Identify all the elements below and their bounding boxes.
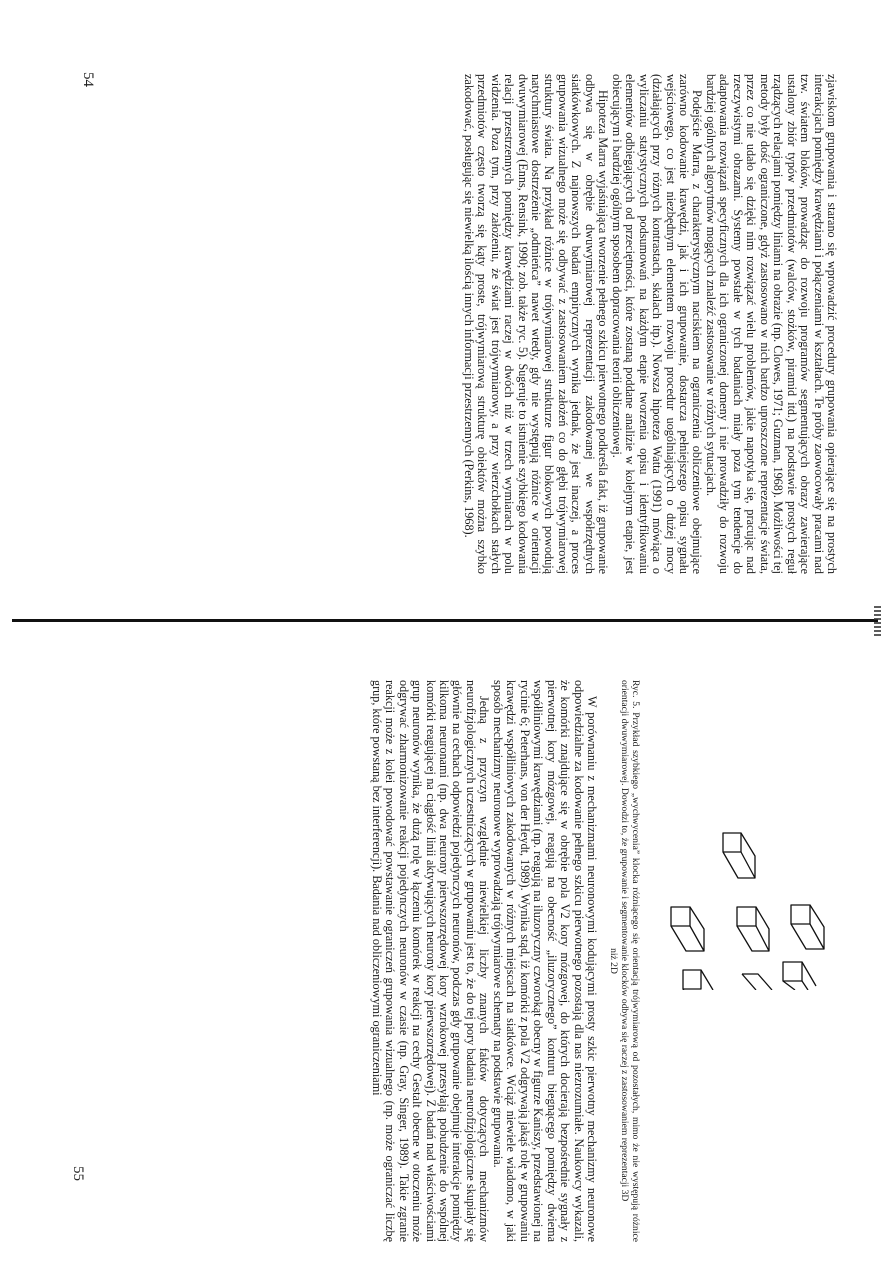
figure-caption — [595, 680, 641, 1242]
block-icon — [783, 962, 816, 990]
odd-block-icon — [742, 974, 772, 990]
page-number-55: 55 — [70, 1166, 86, 1181]
paragraph: Hipoteza Marra wyjaśniająca tworzenie pełnego szkicu pierwotnego podkreśla fakt, iż grupowanie odbywa się w obrębie dwuwymiarowej reprezentacji zakodowanej we współrzędnych siatkówkowych. Z najnowszych badań empirycznych wynika jednak, że jest inaczej, a proces grupowania wizualnego może się odbywać z zastosowaniem założeń co do głębi trójwymiarowej struktury świata. Na przykład różnice w trójwymiarowej strukturze figur blokowych powodują natychmiastowe dostrzeżenie „odmieńca” nawet wtedy, gdy nie występują różnice w orientacji dwuwymiarowej (Enns, Rensink, 1990; zob. także ryc. 5). Sugeruje to istnienie szybkiego kodowania relacji przestrzennych pomiędzy krawędziami raczej w dwóch niż w trzech wymiarach w polu widzenia. Poza tym, przy założeniu, że świat jest trójwymiarowy, a przy wierzchołkach stałych przedmiotów często tworzą się kąty proste, trójwymiarową strukturę obiektów można szybko zakodować, posługując się niewielką ilością innych informacji przestrzennych (Perkins, 1968). — [461, 74, 611, 574]
page-divider — [12, 619, 878, 622]
caption-text: Ryc. 5. Przykład szybkiego „wychwycenia” klocka różniącego się orientacją trójwymiarową od pozostałych, mimo że nie występują różnice orientacji dwuwymiarowej. Dowodzi to, że grupowanie i segmentowanie klocków odbywa się raczej z zastosowaniem reprezentacji 3D — [618, 680, 641, 1242]
paragraph: zjawiskom grupowania i starano się wprowadzić procedury grupowania opierające się na prostych interakcjach pomiędzy krawędziami i połączeniami w kształtach. Te próby zaowocowały pracami nad tzw. światem bloków, prowadząc do rozwoju programów segmentujących obrazy zawierające ustalony zbiór typów przedmiotów (walców, stożków, piramid itd.) na podstawie prostych reguł rządzących relacjami pomiędzy liniami na obrazie (np. Clowes, 1971; Guzman, 1968). Możliwości tej metody były dość ograniczone, gdyż zastosowano w nich bardzo uproszczone reprezentacje świata, przez co nie udało się dzięki nim rozwiązać wielu problemów, jakie napotyka się, pracując nad rzeczywistymi obrazami. Systemy powstałe w tych badaniach miały poza tym tendencje do adaptowania rozwiązań specyficznych dla ich ograniczonej domeny i nie prowadziły do rozwoju bardziej ogólnych algorytmów mogących znaleźć zastosowanie w różnych sytuacjach. — [703, 74, 839, 574]
paragraph: W porównaniu z mechanizmami neuronowymi kodującymi prosty szkic pierwotny mechanizmy neuronowe odpowiedzialne za kodowanie pełnego szkicu pierwotnego pozostają dla nas niezrozumiałe. Naukowcy wykazali, że komórki znajdujące się w obrębie pola V2 kory mózgowej, do których docierają bezpośrednie sygnały z pierwotnej kory mózgowej, reagują na obecność „iluzorycznego” konturu biegnącego pomiędzy dwiema współliniowymi krawędziami (np. reagują na iluzoryczny czworokąt obecny w figurze Kaniszy, przedstawionej na rycinie 6; Peterhans, von der Heydt, 1989). Wynika stąd, iż komórki z pola V2 odgrywają jakąś rolę w grupowaniu krawędzi współliniowych zakodowanych w różnych miejscach na siatkówce. Wciąż niewiele wiadomo, w jaki sposób mechanizmy neuronowe wyprowadzają trójwymiarowe schematy na podstawie grupowania. — [490, 680, 599, 1242]
page-54-text-block — [90, 74, 838, 574]
block-icon — [723, 833, 755, 878]
paragraph: Jedną z przyczyn względnie niewielkiej liczby znanych faktów dotyczących mechanizmów neurofizjologicznych uczestniczących w grupowaniu jest to, że do tej pory badania neurofizjologiczne skupiały się głównie na cechach odpowiedzi pojedynczych neuronów, podczas gdy grupowanie obejmuje interakcje pomiędzy kilkoma neuronami (np. dwa neurony pierwszorzędowej kory wzrokowej przesyłają pobudzenie do wspólnej komórki reagującej na ciągłość linii aktywujących neurony kory pierwszorzędowej). Z badań nad właściwościami grup neuronów wynika, że dużą rolę w łączeniu komórek w reakcji na cechy Gestalt obecne w otoczeniu może odgrywać zharmonizowanie reakcji pojedynczych neuronów w czasie (np. Gray, Singer, 1989). Takie zgranie reakcji może z kolei powodować powstawanie ograniczeń grupowania wizualnego (np. może ograniczać liczbę grup, które powstaną bez interferencji). Badania nad obliczeniowymi ograniczeniami — [369, 680, 492, 1242]
page-55-text-block — [106, 680, 598, 1242]
block-icon — [683, 970, 713, 990]
block-icon — [737, 907, 769, 951]
block-icon — [671, 907, 704, 951]
page-number-54: 54 — [80, 72, 96, 87]
binding-edge — [874, 606, 881, 636]
figure-blocks-illustration — [660, 790, 840, 990]
caption-last-line: niż 2D — [607, 948, 619, 974]
block-icon — [791, 905, 824, 949]
paragraph: Podejście Marra, z charakterystycznym naciskiem na ograniczenia obliczeniowe obejmujące zarówno kodowanie krawędzi, jak i ich grupowanie, dostarcza pełniejszego opisu sygnału wejściowego, co jest niezbędnym elementem rozwoju procedur uogólniających o dużej mocy (działających przy różnych kontrastach, skalach itp.). Nowsza hipoteza Watta (1991) mówiąca o wyliczaniu statystycznych podsumowań na każdym etapie tworzenia opisu i identyfikowaniu elementów odbiegających od przeciętności, które zostaną poddane analizie w kolejnym etapie, jest obiecującym i bardziej ogólnym sposobem dopracowania teorii obliczeniowej. — [609, 74, 705, 574]
